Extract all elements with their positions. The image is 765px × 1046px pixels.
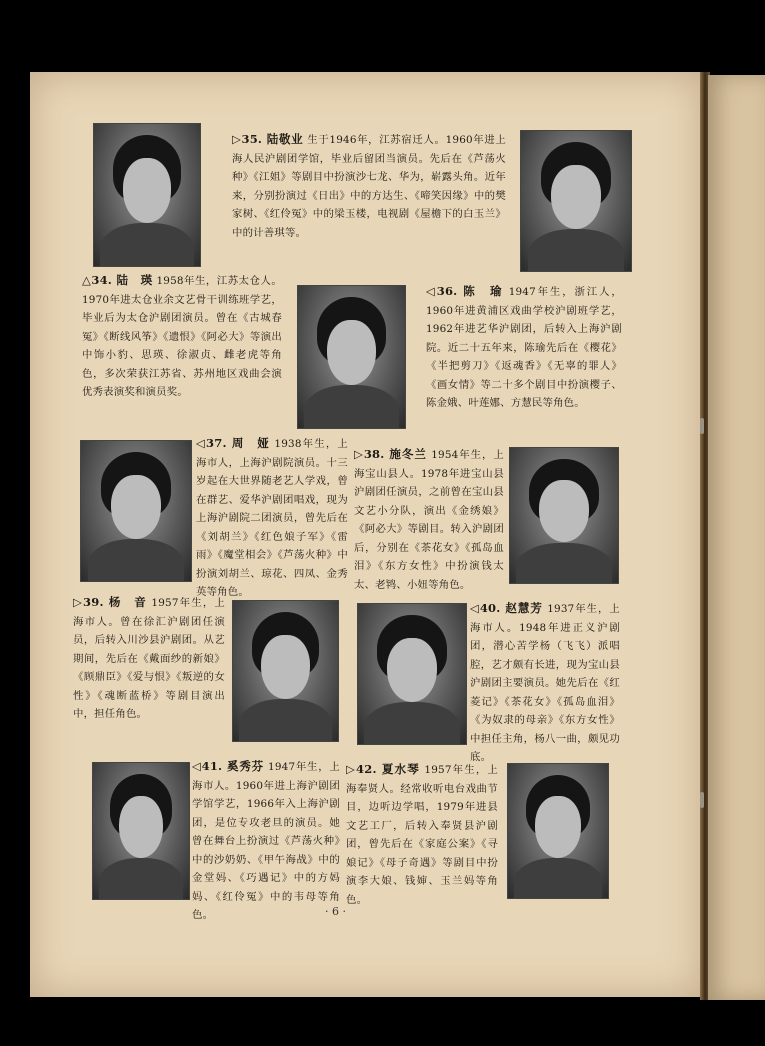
portrait-photo-40: [357, 603, 467, 745]
entry-38-body: 1954年生，上海宝山县人。1978年进宝山县沪剧团任演员，之前曾在宝山县文艺小分队，演出《金绣娘》《阿必大》等剧目。转入沪剧团后，分别在《茶花女》《孤岛血泪》《东方女性》中扮演钱太太、老鸨、小妞等角色。: [354, 449, 504, 591]
entry-38: [354, 445, 504, 594]
portrait-photo-38: [509, 447, 619, 584]
entry-40-body: 1937年生，上海市人。1948年进正义沪剧团，潜心苦学杨（飞飞）派唱腔，艺才颇有长进，现为宝山县沪剧团主要演员。她先后在《红菱记》《茶花女》《孤岛血泪》《为奴隶的母亲》《东方女性》中担任主角，杨八一曲，颇见功底。: [470, 603, 620, 763]
entry-41-body: 1947年生，上海市人。1960年进上海沪剧团学馆学艺，1966年入上海沪剧团，是位专攻老旦的演员。她曾在舞台上扮演过《芦荡火种》中的沙奶奶、《甲午海战》中的金堂妈、《巧遇记》中的方妈妈、《红伶冤》中的韦母等角色。: [192, 761, 340, 921]
portrait-photo-37: [80, 440, 192, 582]
staple: [700, 792, 704, 808]
portrait-photo-34: [93, 123, 201, 267]
entry-41-heading: ◁41. 奚秀芬: [192, 759, 264, 773]
entry-34-body: 1958年生，江苏太仓人。1970年进太仓业余文艺骨干训练班学艺，毕业后为太仓沪剧团演员。曾在《古城春冤》《断线风筝》《遗恨》《阿必大》等演出中饰小豹、思瑛、徐淑贞、雌老虎等角色，多次荣获江苏省、苏州地区戏曲会演优秀表演奖和演员奖。: [82, 275, 282, 398]
entry-39-body: 1957年生，上海市人。曾在徐汇沪剧团任演员，后转入川沙县沪剧团。从艺期间，先后在《戴面纱的新娘》《顾鼎臣》《爱与恨》《叛逆的女性》《魂断蓝桥》等剧目演出中，担任角色。: [73, 597, 225, 720]
entry-35: [232, 130, 506, 242]
entry-39-heading: ▷39. 杨 音: [73, 595, 147, 609]
entry-35-heading: ▷35. 陆敬业: [232, 132, 304, 146]
facing-page-edge: [708, 75, 765, 1000]
entry-38-heading: ▷38. 施冬兰: [354, 447, 427, 461]
portrait-photo-35: [520, 130, 632, 272]
page-number: · 6 ·: [325, 905, 346, 918]
entry-42-body: 1957年生，上海奉贤人。经常收听电台戏曲节目，边听边学唱，1979年进县文艺工厂，后转入奉贤县沪剧团，曾先后在《家庭公案》《寻娘记》《母子奇遇》等剧目中扮演李大娘、钱婶、玉兰妈等角色。: [346, 764, 498, 906]
entry-34-heading: △34. 陆 瑛: [82, 273, 153, 287]
entry-35-body: 生于1946年，江苏宿迁人。1960年进上海人民沪剧团学馆，毕业后留团当演员。先后在《芦荡火种》《江姐》等剧目中扮演沙七龙、华为，崭露头角。近年来，分别扮演过《日出》中的方达生、《啼笑因缘》中的樊家树、《红伶冤》中的梁玉楼，电视剧《屋檐下的白玉兰》中的计善琪等。: [232, 134, 506, 239]
portrait-photo-36: [297, 285, 406, 429]
entry-36-heading: ◁36. 陈 瑜: [426, 284, 504, 298]
entry-37-heading: ◁37. 周 娅: [196, 436, 270, 450]
entry-36: [426, 282, 622, 413]
entry-37: [196, 434, 348, 602]
portrait-photo-42: [507, 763, 609, 899]
portrait-photo-41: [92, 762, 190, 900]
entry-37-body: 1938年生，上海市人，上海沪剧院演员。十三岁起在大世界随老艺人学戏，曾在群艺、爱华沪剧团唱戏，现为上海沪剧院二团演员，曾先后在《刘胡兰》《红色娘子军》《雷雨》《魔堂相会》《芦荡火种》中扮演刘胡兰、琼花、四凤、金秀英等角色。: [196, 438, 348, 598]
entry-36-body: 1947年生，浙江人，1960年进黄浦区戏曲学校沪剧班学艺，1962年进艺华沪剧团，后转入上海沪剧院。近二十五年来，陈瑜先后在《樱花》《半把剪刀》《返魂香》《无辜的罪人》《画女情》等二十多个剧目中扮演樱子、陈金娥、叶莲娜、方慧民等角色。: [426, 286, 622, 409]
portrait-photo-39: [232, 600, 339, 742]
entry-41: [192, 757, 340, 925]
entry-40-heading: ◁40. 赵慧芳: [470, 601, 543, 615]
entry-42-heading: ▷42. 夏水琴: [346, 762, 420, 776]
entry-39: [73, 593, 225, 724]
entry-34: [82, 271, 282, 402]
entry-42: [346, 760, 498, 909]
staple: [700, 418, 704, 434]
entry-40: [470, 599, 620, 767]
